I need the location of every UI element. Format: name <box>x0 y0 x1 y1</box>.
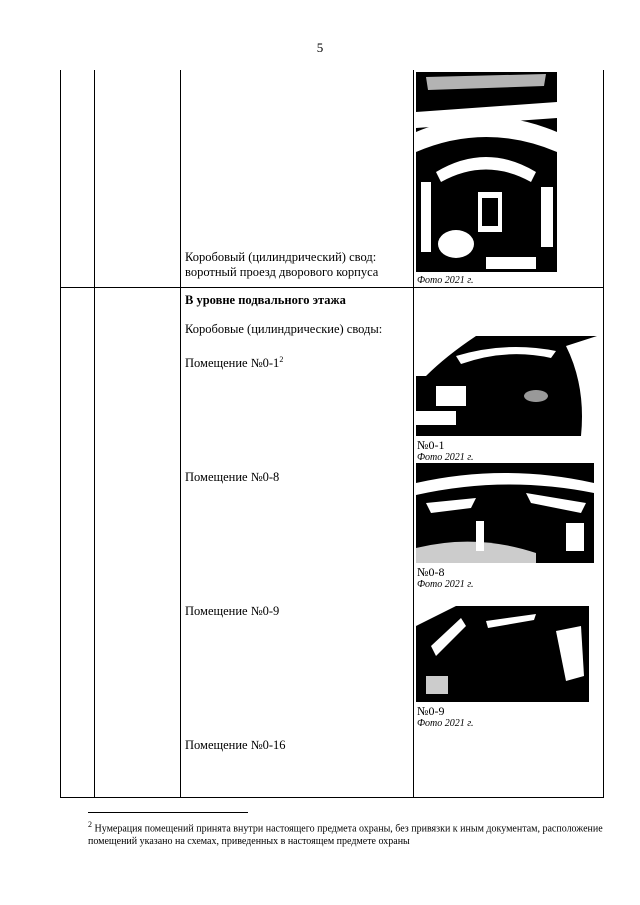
column-divider-2 <box>180 70 181 798</box>
room-0-8-photo-credit: Фото 2021 г. <box>417 579 474 590</box>
column-divider-3 <box>413 70 414 798</box>
room-0-1-photo-credit: Фото 2021 г. <box>417 452 474 463</box>
row1-description-line2: воротный проезд дворового корпуса <box>185 265 379 279</box>
room-0-1-photo <box>416 336 597 436</box>
table-border-right <box>603 70 604 798</box>
room-0-9-label: Помещение №0-9 <box>185 604 280 618</box>
row-divider <box>60 287 604 288</box>
room-0-8-label: Помещение №0-8 <box>185 470 280 484</box>
room-0-16-label: Помещение №0-16 <box>185 738 286 752</box>
room-0-9-photo-label: №0-9 <box>417 704 445 718</box>
room-0-1-photo-label: №0-1 <box>417 438 445 452</box>
room-0-9-photo <box>416 606 589 702</box>
gate-passage-vault-photo <box>416 72 557 272</box>
table-border-bottom <box>60 797 604 798</box>
room-0-1-label <box>185 352 283 371</box>
page-number: 5 <box>316 40 324 55</box>
table-border-left <box>60 70 61 798</box>
row2-subheading: Коробовые (цилиндрические) своды: <box>185 322 383 336</box>
footnote-marker: 2 <box>88 820 92 829</box>
room-0-8-photo <box>416 463 594 563</box>
room-0-8-photo-label: №0-8 <box>417 565 445 579</box>
row1-photo-credit: Фото 2021 г. <box>417 275 474 286</box>
room-label-text: Помещение №0-1 <box>185 356 280 371</box>
column-divider-1 <box>94 70 95 798</box>
footnote-reference: 2 <box>279 355 284 364</box>
footnote-text: Нумерация помещений принята внутри настоящего предмета охраны, без привязки к иным документам, расположение помещений указано на схемах, приведенных в настоящем предмете охраны <box>88 823 603 848</box>
row1-description-line1: Коробовый (цилиндрический) свод: <box>185 250 377 264</box>
footnote <box>88 818 604 848</box>
footnote-separator <box>88 812 248 813</box>
room-0-9-photo-credit: Фото 2021 г. <box>417 718 474 729</box>
row2-heading: В уровне подвального этажа <box>185 293 346 307</box>
